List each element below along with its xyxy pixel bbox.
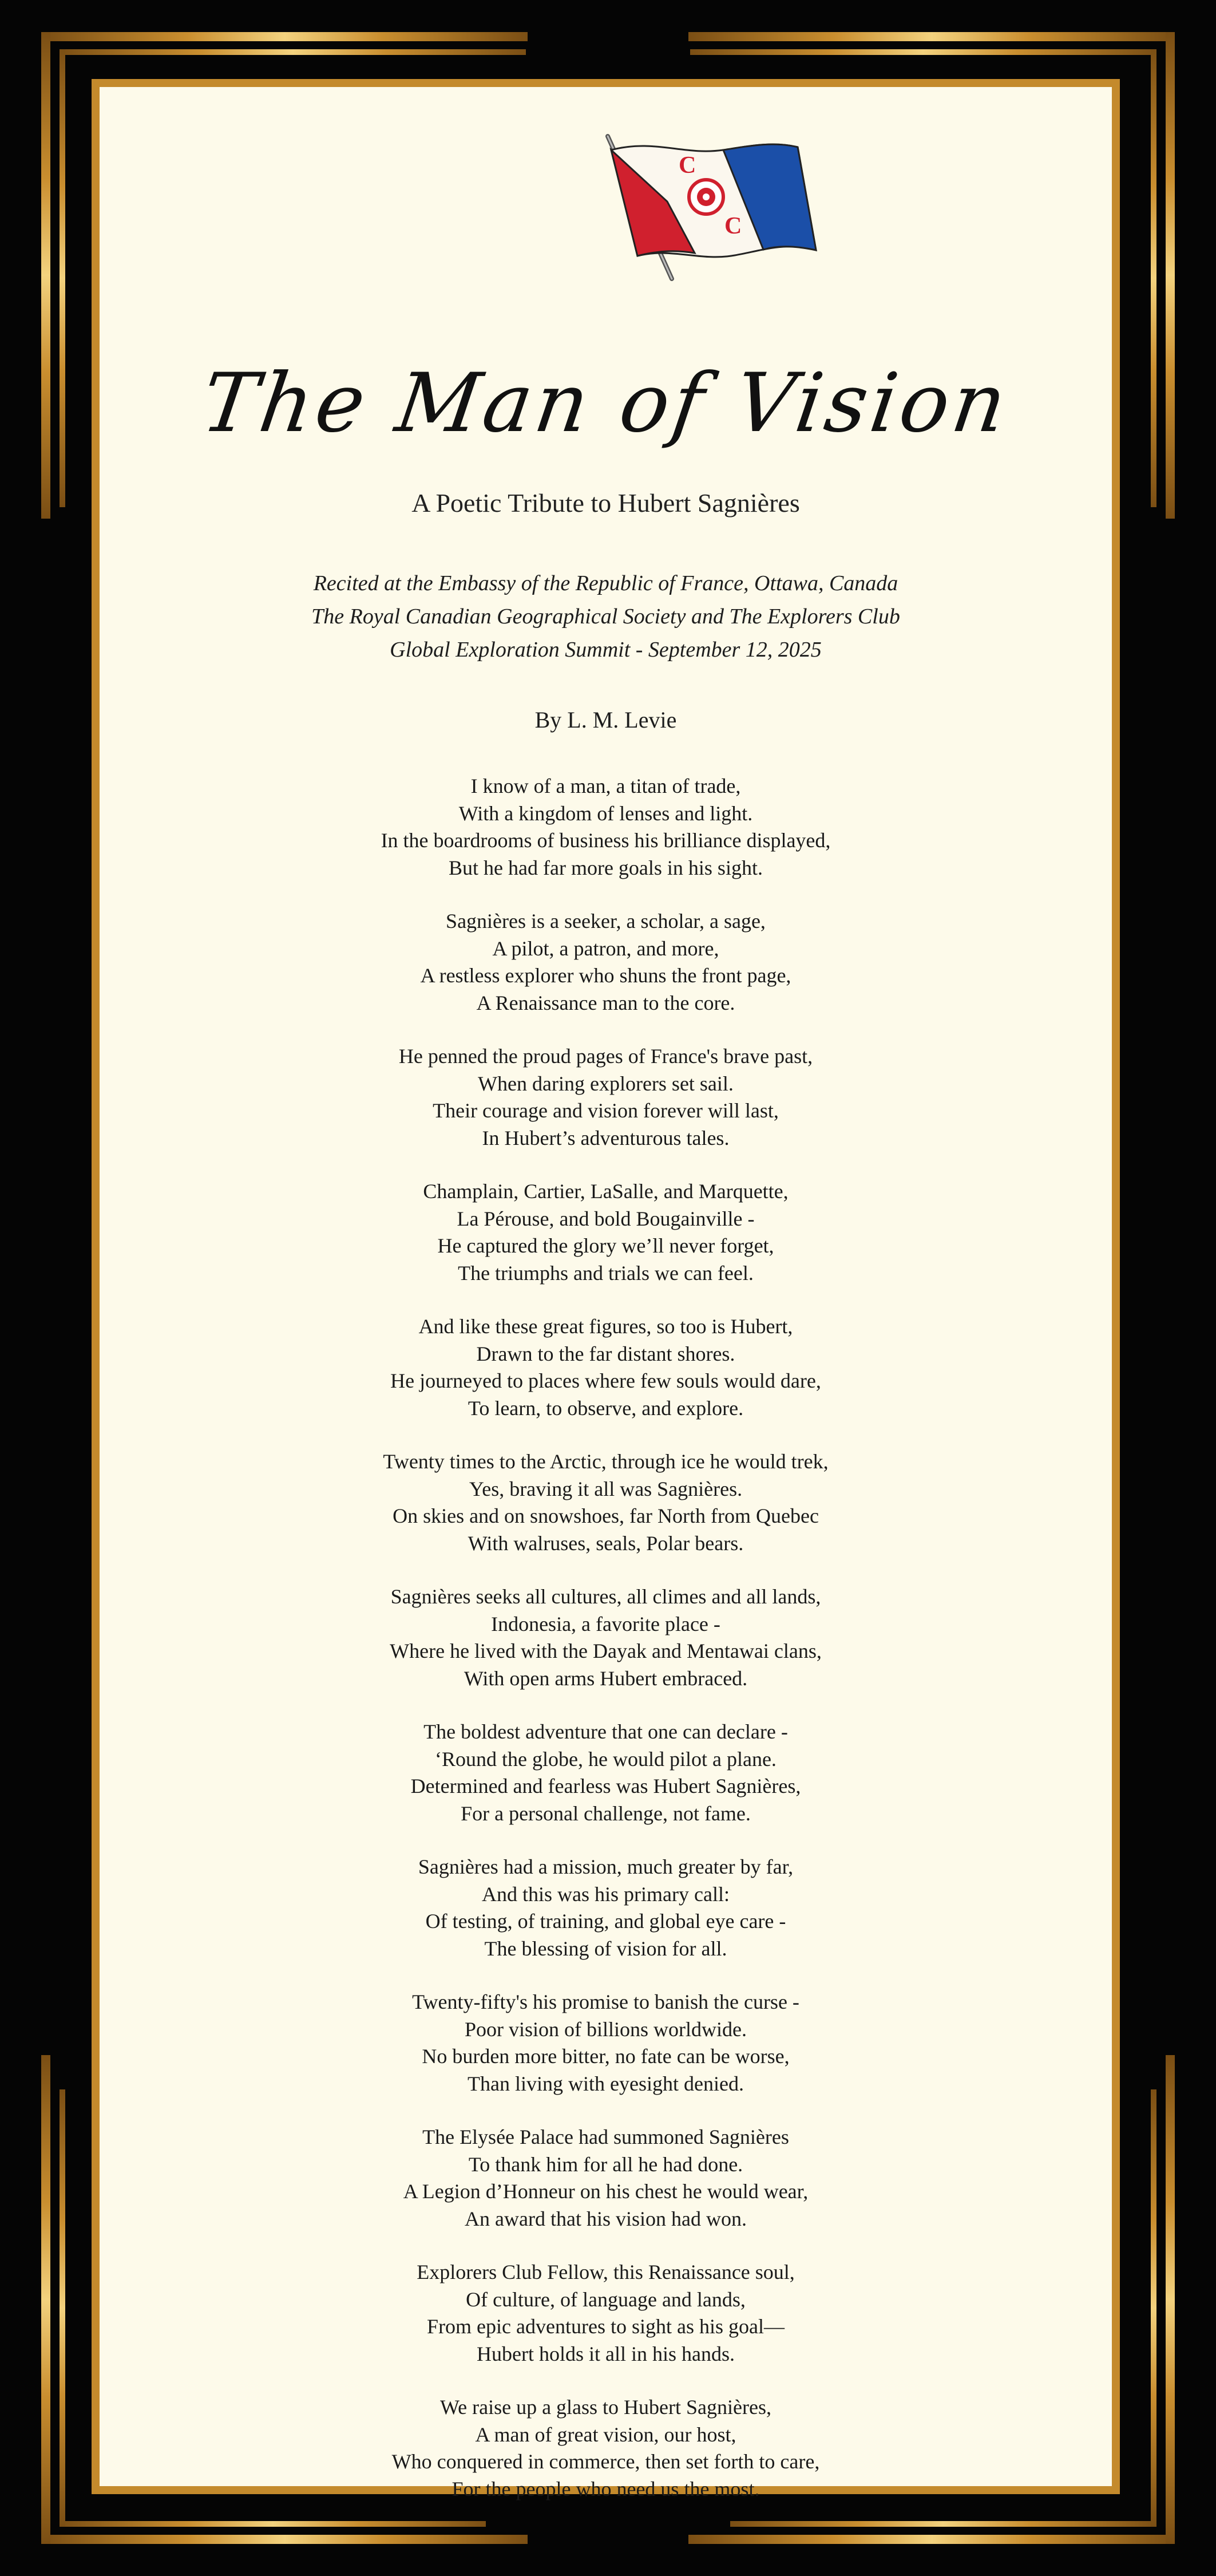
poem-line: Sagnières is a seeker, a scholar, a sage, — [446, 910, 766, 933]
frame-right-top-bar-inner — [1151, 49, 1156, 507]
poem-line: He captured the glory we’ll never forget, — [437, 1234, 774, 1257]
poem-line: With walruses, seals, Polar bears. — [468, 1531, 744, 1555]
poem-line: Twenty times to the Arctic, through ice he would trek, — [383, 1450, 829, 1473]
frame-left-bottom-bar-inner — [60, 2089, 65, 2527]
poem-line: The triumphs and trials we can feel. — [458, 1261, 754, 1285]
stanza — [100, 2394, 1112, 2503]
poem-line: In Hubert’s adventurous tales. — [482, 1126, 730, 1149]
frame-left-top-bar-outer — [41, 32, 50, 519]
stanza — [100, 1583, 1112, 1692]
poem-line: A pilot, a patron, and more, — [492, 937, 719, 960]
frame-left-top-bar-inner — [60, 49, 65, 507]
poem-line: In the boardrooms of business his brilliance displayed, — [381, 829, 831, 852]
poem-body — [100, 773, 1112, 2529]
author-byline: By L. M. Levie — [534, 707, 677, 733]
poem-line: The boldest adventure that one can declare - — [423, 1720, 788, 1743]
flag-letter-top: C — [679, 152, 696, 179]
poem-line: But he had far more goals in his sight. — [449, 856, 763, 879]
poem-line: A restless explorer who shuns the front page, — [420, 964, 791, 987]
poem-line: Of culture, of language and lands, — [466, 2287, 746, 2311]
subtitle: A Poetic Tribute to Hubert Sagnières — [411, 488, 800, 517]
recitation-info — [100, 567, 1112, 666]
poem-line: To thank him for all he had done. — [468, 2152, 743, 2176]
poem-line: He journeyed to places where few souls would dare, — [390, 1369, 821, 1392]
poem-line: Poor vision of billions worldwide. — [465, 2017, 747, 2041]
poem-line: Yes, braving it all was Sagnières. — [469, 1477, 743, 1500]
frame-bottom-right-bar-outer — [688, 2535, 1175, 2544]
stanza — [100, 773, 1112, 882]
poem-line: And this was his primary call: — [482, 1882, 730, 1906]
recitation-line: The Royal Canadian Geographical Society and The Explorers Club — [311, 605, 900, 629]
page-title: The Man of Vision — [196, 356, 1016, 451]
stanza — [100, 908, 1112, 1017]
poem-line: On skies and on snowshoes, far North from Quebec — [393, 1504, 819, 1527]
recitation-line: Global Exploration Summit - September 12, 2025 — [390, 638, 822, 662]
poem-line: When daring explorers set sail. — [478, 1072, 734, 1095]
poem-line: Where he lived with the Dayak and Mentawai clans, — [390, 1639, 822, 1662]
frame-left-bottom-bar-outer — [41, 2055, 50, 2544]
poem-line: Sagnières seeks all cultures, all climes and all lands, — [390, 1585, 821, 1608]
frame-right-top-bar-outer — [1166, 32, 1175, 519]
frame-top-left-bar-inner — [60, 49, 526, 55]
stanza — [100, 1989, 1112, 2097]
poem-line: Champlain, Cartier, LaSalle, and Marquette, — [423, 1180, 789, 1203]
poem-line: With a kingdom of lenses and light. — [458, 801, 753, 825]
poem-line: He penned the proud pages of France's brave past, — [398, 1045, 813, 1068]
poem-line: Twenty-fifty's his promise to banish the curse - — [412, 1990, 799, 2013]
stanza — [100, 1043, 1112, 1152]
poem-line: A Renaissance man to the core. — [476, 991, 735, 1014]
poem-line: An award that his vision had won. — [465, 2207, 747, 2230]
frame-top-right-bar-inner — [690, 49, 1156, 55]
stanza — [100, 1854, 1112, 1962]
frame-top-left-bar-outer — [41, 32, 528, 41]
poem-line: Their courage and vision forever will last, — [433, 1099, 779, 1122]
poem-line: For the people who need us the most. — [451, 2477, 760, 2500]
poem-line: No burden more bitter, no fate can be worse, — [422, 2045, 790, 2068]
stanza — [100, 1313, 1112, 1422]
poem-line: Of testing, of training, and global eye care - — [425, 1910, 786, 1933]
poem-line: To learn, to observe, and explore. — [468, 1396, 744, 1420]
stanza — [100, 1178, 1112, 1287]
poem-line: The blessing of vision for all. — [484, 1937, 727, 1960]
poem-line: Indonesia, a favorite place - — [491, 1612, 720, 1635]
poem-line: And like these great figures, so too is Hubert, — [418, 1315, 793, 1338]
poem-line: A man of great vision, our host, — [475, 2423, 736, 2446]
flag-letter-bottom: C — [724, 213, 742, 239]
recitation-line: Recited at the Embassy of the Republic of France, Ottawa, Canada — [313, 571, 898, 595]
poem-line: Explorers Club Fellow, this Renaissance soul, — [417, 2261, 795, 2283]
stanza — [100, 2124, 1112, 2233]
explorers-club-flag-icon — [603, 133, 832, 282]
poem-line: With open arms Hubert embraced. — [464, 1666, 748, 1690]
stanza — [100, 1448, 1112, 1557]
poem-line: Drawn to the far distant shores. — [476, 1342, 735, 1365]
poem-line: Who conquered in commerce, then set forth to care, — [391, 2450, 820, 2473]
frame-right-bottom-bar-outer — [1166, 2055, 1175, 2544]
frame-right-bottom-bar-inner — [1151, 2089, 1156, 2527]
poem-line: For a personal challenge, not fame. — [461, 1801, 751, 1825]
poem-line: A Legion d’Honneur on his chest he would wear, — [403, 2180, 809, 2203]
poem-panel — [92, 79, 1120, 2500]
poem-line: Sagnières had a mission, much greater by far, — [418, 1855, 794, 1878]
poem-line: The Elysée Palace had summoned Sagnières — [422, 2125, 789, 2148]
poem-line: We raise up a glass to Hubert Sagnières, — [440, 2396, 771, 2419]
frame-top-right-bar-outer — [688, 32, 1175, 41]
poem-line: ‘Round the globe, he would pilot a plane. — [435, 1747, 777, 1771]
poem-line: Than living with eyesight denied. — [468, 2072, 744, 2095]
poem-line: Determined and fearless was Hubert Sagnières, — [410, 1775, 801, 1797]
frame-bottom-left-bar-outer — [41, 2535, 528, 2544]
poem-line: Hubert holds it all in his hands. — [477, 2342, 735, 2365]
poem-line: La Pérouse, and bold Bougainville - — [457, 1207, 755, 1230]
stanza — [100, 1718, 1112, 1827]
stanza — [100, 2259, 1112, 2368]
poem-line: I know of a man, a titan of trade, — [470, 775, 741, 797]
poem-line: From epic adventures to sight as his goal— — [427, 2315, 785, 2338]
